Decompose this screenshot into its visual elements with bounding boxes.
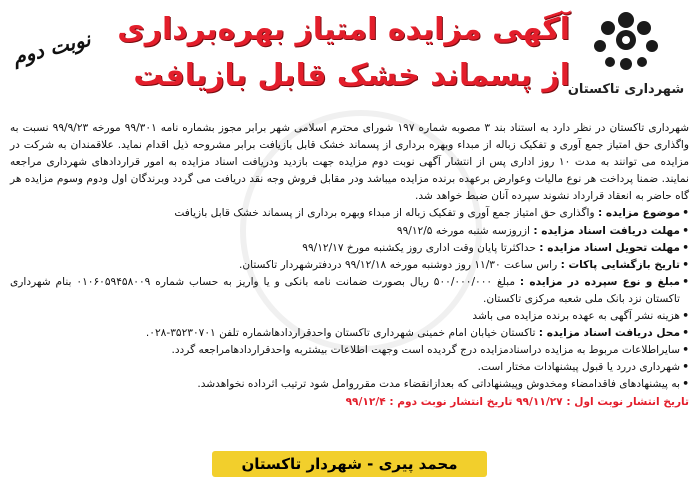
item-label: موضوع مزایده : xyxy=(597,207,680,220)
item-text: ازروزسه شنبه مورخه ۹۹/۱۲/۵ xyxy=(396,224,534,237)
item-more-info xyxy=(10,342,689,359)
item-text: واگذاری حق امتیاز جمع آوری و تفکیک زباله از مبداء وبهره برداری از پسماند خشک قابل بازیافت xyxy=(174,207,598,220)
notice-title-line2: از پسماند خشک قابل بازیافت xyxy=(133,58,570,93)
item-deposit xyxy=(10,274,689,308)
item-text: هزینه نشر آگهی به عهده برنده مزایده می باشد xyxy=(472,310,680,323)
municipality-logo xyxy=(567,8,685,108)
edition-label: نوبت دوم xyxy=(10,26,93,70)
logo-caption: شهرداری تاکستان xyxy=(567,82,685,97)
notice-body xyxy=(10,120,689,411)
item-text: سایراطلاعات مربوط به مزایده دراسنادمزایده درج گردیده است وجهت اطلاعات بیشتربه واحدقراردادهامراجعه گردد. xyxy=(171,344,680,357)
item-text: راس ساعت ۱۱/۳۰ روز دوشنبه مورخه ۹۹/۱۲/۱۸ دردفترشهردار تاکستان. xyxy=(238,258,561,271)
item-invalid-bids xyxy=(10,376,689,393)
notice-title-line1: آگهی مزایده امتیاز بهره‌برداری xyxy=(117,12,570,47)
intro-paragraph: شهرداری تاکستان در نظر دارد به استناد بند ۳ مصوبه شماره ۱۹۷ شورای محترم اسلامی شهر برابر مجوز بشماره نامه ۹۹/۳۰۱ مورخه ۹۹/۹/۲۳ نسبت به واگذاری حق امتیاز جمع آوری و تفکیک زباله از مبداء وبهره برداری از پسماند خشک قابل بازیافت برابر مشروحه ذیل اقدام نماید. علاقمندان به شرکت در مزایده می توانند به مدت ۱۰ روز اداری پس از انتشار آگهی نوبت دوم مزایده جهت بازدید ودریافت اسناد مزایده به امور قراردادهای شهرداری مراجعه نمایند. ضمنا پرداخت هر نوع مالیات وعوارض برعهده برنده مزایده میباشد ودر مقابل فروش وجه نقد دریافت می گردد وبرندگان اول ودوم وسوم مزایده هر گاه حاضر به انعقاد قرارداد نشوند سپرده آنان ضبط خواهد شد. xyxy=(10,122,689,203)
item-subject xyxy=(10,205,689,222)
item-doc-location xyxy=(10,325,689,342)
item-text: تاکستان خیابان امام خمینی شهرداری تاکستان واحدقراردادهاشماره تلفن ۳۵۲۳۰۷۰۱-۰۲۸. xyxy=(145,327,539,340)
item-text: به پیشنهادهای فاقدامضاء ومخدوش وپیشنهاداتی که بعدازانقضاء مدت مقرروامل شود ترتیب اثرداده نخواهدشد. xyxy=(197,378,680,391)
item-ad-cost xyxy=(10,308,689,325)
item-text: حداکثرتا پایان وقت اداری روز یکشنبه مورخ ۹۹/۱۲/۱۷ xyxy=(302,241,540,254)
item-label: مبلغ و نوع سپرده در مزایده : xyxy=(519,275,680,288)
item-label: مهلت تحویل اسناد مزایده : xyxy=(539,241,680,254)
item-label: محل دریافت اسناد مزایده : xyxy=(538,327,680,340)
mayor-signature: محمد پیری - شهردار تاکستان xyxy=(212,451,487,477)
item-label: مهلت دریافت اسناد مزایده : xyxy=(533,224,680,237)
item-text: شهرداری دررد یا قبول پیشنهادات مختار است. xyxy=(477,361,680,374)
item-right-to-reject xyxy=(10,359,689,376)
item-opening-date xyxy=(10,257,689,274)
item-text: مبلغ ۵۰۰/۰۰۰/۰۰۰ ریال بصورت ضمانت نامه بانکی و یا واریز به حساب شماره ۰۱۰۶۰۵۹۴۵۸۰۰۹ بنام شهرداری تاکستان نزد بانک ملی شعبه مرکزی تاکستان. xyxy=(10,275,680,305)
logo-emblem-icon xyxy=(586,8,666,80)
item-doc-delivery-deadline xyxy=(10,240,689,257)
publication-dates: تاریخ انتشار نوبت اول : ۹۹/۱۱/۲۷ تاریخ انتشار نوبت دوم : ۹۹/۱۲/۴ xyxy=(345,395,689,408)
item-doc-receipt-deadline xyxy=(10,223,689,240)
item-label: تاریخ بازگشایی پاکات : xyxy=(560,258,680,271)
